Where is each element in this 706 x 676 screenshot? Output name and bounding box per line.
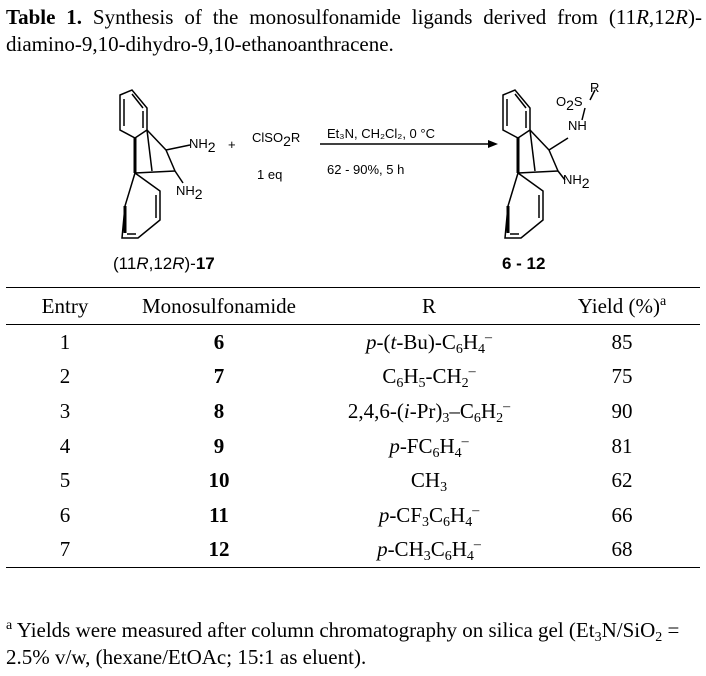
reaction-scheme	[0, 68, 706, 283]
table-header-row	[6, 288, 700, 325]
table-caption: Table 1. Synthesis of the monosulfonamide ligands derived from (11R,12R)-diamino-9,10-dihydro-9,10-ethanoanthracene.	[6, 5, 702, 56]
table-row	[6, 360, 700, 395]
header-yield: Yield (%)$^a$	[577, 293, 667, 318]
reaction-conditions: Et₃N, CH₂Cl₂, 0 °C	[327, 126, 435, 141]
cell-yield: 62	[611, 468, 633, 493]
footnote-mark: a	[6, 618, 13, 633]
cell-r-group: $p-(t-Bu)-C_6H_4^-$	[365, 329, 492, 357]
cell-r-group: $p-FC_6H_4^-$	[389, 433, 469, 461]
header-r: R	[421, 293, 436, 318]
table-footnote: $^a$ Yields were measured after column chromatography on silica gel ($Et_3N/SiO_2 = 2.5\%$ v/w, (hexane/EtOAc; 15:1 as eluent).	[6, 618, 680, 669]
cell-entry: 6	[59, 502, 71, 527]
cell-r-group: $C_6H_5-CH_2^-$	[382, 364, 476, 392]
cell-compound: 10	[208, 468, 230, 493]
header-entry: Entry	[41, 293, 89, 318]
cell-entry: 4	[59, 433, 71, 458]
reactant-lower-ring	[122, 173, 160, 238]
cell-yield: 81	[611, 433, 633, 458]
cell-entry: 2	[59, 364, 71, 389]
cell-yield: 90	[611, 398, 633, 423]
reagent-formula: ClSO$_2$R	[252, 130, 301, 149]
product-upper-ring	[503, 90, 530, 138]
table-row	[6, 325, 700, 360]
reactant-bridge	[135, 130, 190, 183]
cell-entry: 1	[59, 329, 71, 354]
reactant-label: (11R,12R)-17	[113, 254, 215, 273]
caption-text: Synthesis of the monosulfonamide ligands derived from (11	[82, 5, 637, 29]
product-label: 6 - 12	[502, 254, 546, 273]
table-row	[6, 394, 700, 429]
cell-r-group: $p-CH_3C_6H_4^-$	[377, 537, 481, 565]
cell-r-group: $p-CF_3C_6H_4^-$	[378, 502, 480, 530]
cell-yield: 75	[611, 364, 633, 389]
cell-yield: 68	[611, 537, 633, 562]
caption-label: Table 1.	[6, 5, 83, 29]
cell-compound: 9	[213, 433, 225, 458]
cell-compound: 6	[213, 329, 225, 354]
reagent-equivalents: 1 eq	[257, 167, 283, 182]
cell-entry: 7	[59, 537, 71, 562]
table-row	[6, 498, 700, 533]
reactant-nh2-bottom: $NH_2$	[176, 183, 203, 202]
cell-entry: 3	[59, 398, 71, 423]
cell-compound: 11	[209, 502, 229, 527]
cell-entry: 5	[59, 468, 71, 493]
table-row	[6, 429, 700, 464]
cell-compound: 12	[208, 537, 230, 562]
cell-r-group: $CH_3$	[410, 468, 448, 496]
table-row	[6, 463, 700, 498]
reactant-nh2-top: $NH_2$	[189, 136, 216, 155]
cell-yield: 66	[611, 502, 633, 527]
cell-r-group: $2,4,6-(i-Pr)_3-C_6H_2^-$	[347, 398, 511, 426]
plus-sign: +	[228, 137, 236, 152]
reaction-yield-time: 62 - 90%, 5 h	[327, 162, 405, 177]
results-table	[6, 287, 700, 568]
product-nh2: $NH_2$	[563, 172, 590, 191]
header-monosulfonamide: Monosulfonamide	[142, 293, 296, 318]
product-sulfonyl: $O_2S$	[556, 94, 583, 113]
cell-yield: 85	[611, 329, 633, 354]
product-nh: NH	[568, 118, 587, 133]
cell-compound: 8	[213, 398, 225, 423]
product-lower-ring	[505, 173, 543, 238]
cell-compound: 7	[213, 364, 225, 389]
product-r-group: R	[590, 80, 600, 95]
reactant-upper-ring	[120, 90, 147, 138]
table-row	[6, 533, 700, 568]
reaction-arrow-head	[488, 140, 498, 148]
